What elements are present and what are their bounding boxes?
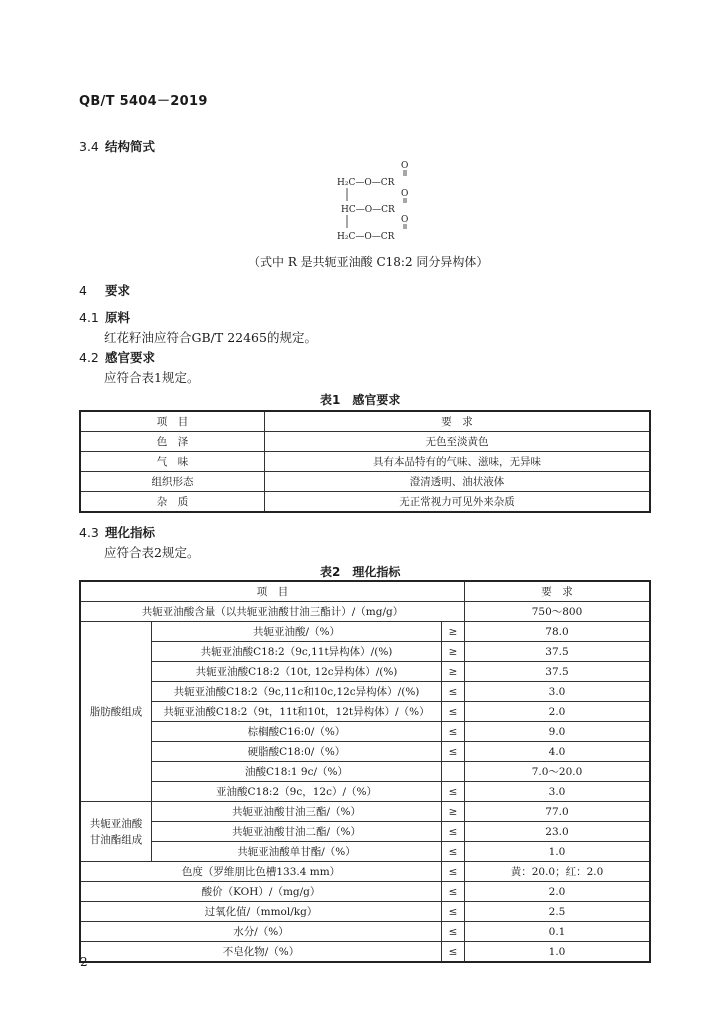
row-item: 亚油酸C18:2（9c，12c）/（%） [152,782,442,802]
table-row [80,492,650,513]
table-row [80,902,650,922]
table1-caption: 表1 感官要求 [320,393,401,407]
header-item: 项 目 [80,411,265,432]
row-item: 油酸C18:1 9c/（%） [152,762,442,782]
row-value: 77.0 [465,802,651,822]
table-row [80,942,650,963]
row-item: 共轭亚油酸含量（以共轭亚油酸甘油三酯计）/（mg/g） [80,602,465,622]
row-value: 4.0 [465,742,651,762]
table-row [80,662,650,682]
table-row [80,452,650,472]
table-row [80,802,650,822]
table-row [80,882,650,902]
table-row [80,842,650,862]
row-value: 2.0 [465,882,651,902]
table-header-row [80,581,650,602]
row-symbol: ≤ [442,842,465,862]
table-row [80,822,650,842]
carbonyl-o-1: O [401,161,409,171]
row-symbol [442,762,465,782]
row-value: 0.1 [465,922,651,942]
row-symbol: ≤ [442,882,465,902]
row-value: 9.0 [465,722,651,742]
section-title: 理化指标 [105,525,156,540]
row-value: 750～800 [465,602,651,622]
table-row [80,642,650,662]
row-symbol: ≥ [442,802,465,822]
physicochemical-table [79,580,651,963]
row-symbol: ≤ [442,862,465,882]
row-value: 1.0 [465,842,651,862]
row-value: 7.0～20.0 [465,762,651,782]
row-symbol: ≤ [442,682,465,702]
row-item: 共轭亚油酸C18:2（9c,11t异构体）/(%) [152,642,442,662]
row-item: 共轭亚油酸C18:2（10t, 12c异构体）/(%) [152,662,442,682]
table-header-row [80,411,650,432]
sensory-requirements-table [79,410,651,513]
formula-diagram [335,158,435,248]
section-4-heading [79,281,130,299]
table-row [80,472,650,492]
header-item: 项 目 [80,581,465,602]
row-item: 不皂化物/（%） [80,942,442,963]
formula-row-2: HC—O—CR [341,205,395,215]
section-4-2-text: 应符合表1规定。 [104,370,200,385]
row-value: 2.5 [465,902,651,922]
row-item: 气 味 [80,452,265,472]
group-label-line1: 共轭亚油酸 [89,817,143,830]
page-number: 2 [80,955,88,969]
row-value: 黄：20.0；红：2.0 [465,862,651,882]
formula-row-3: H₂C—O—CR [337,232,395,242]
group-label-line2: 甘油酯组成 [89,833,143,846]
row-value: 78.0 [465,622,651,642]
section-title: 要求 [105,283,131,298]
row-symbol: ≤ [442,782,465,802]
row-item: 组织形态 [80,472,265,492]
row-item: 共轭亚油酸/（%） [152,622,442,642]
section-4-1-text: 红花籽油应符合GB/T 22465的规定。 [104,330,317,345]
row-item: 过氧化值/（mmol/kg） [80,902,442,922]
table-row [80,862,650,882]
section-4-3-heading [79,523,155,541]
standard-number: QB/T 5404－2019 [79,94,208,109]
row-item: 酸价（KOH）/（mg/g） [80,882,442,902]
row-requirement: 澄清透明、油状液体 [265,472,651,492]
table-row [80,762,650,782]
table2-caption: 表2 理化指标 [320,565,401,579]
section-title: 感官要求 [105,350,156,365]
row-requirement: 无正常视力可见外来杂质 [265,492,651,513]
row-item: 共轭亚油酸C18:2（9t，11t和10t，12t异构体）/（%） [152,702,442,722]
section-number: 4 [79,283,87,298]
formula-row-1: H₂C—O—CR [337,178,395,188]
row-value: 37.5 [465,662,651,682]
section-number: 3.4 [79,139,99,154]
row-value: 3.0 [465,682,651,702]
row-symbol: ≤ [442,902,465,922]
table-row [80,682,650,702]
row-value: 23.0 [465,822,651,842]
row-item: 硬脂酸C18:0/（%） [152,742,442,762]
row-symbol: ≤ [442,822,465,842]
section-4-1-heading [79,308,130,326]
row-symbol: ≤ [442,722,465,742]
row-symbol: ≥ [442,622,465,642]
row-value: 3.0 [465,782,651,802]
row-item: 共轭亚油酸单甘酯/（%） [152,842,442,862]
section-title: 结构简式 [105,139,156,154]
section-4-2-heading [79,348,155,366]
section-number: 4.2 [79,350,99,365]
row-requirement: 无色至淡黄色 [265,432,651,452]
row-symbol: ≤ [442,742,465,762]
table-row [80,722,650,742]
section-number: 4.1 [79,310,99,325]
table-row [80,602,650,622]
table-row [80,622,650,642]
row-symbol: ≤ [442,922,465,942]
section-title: 原料 [105,310,131,325]
row-item: 共轭亚油酸甘油三酯/（%） [152,802,442,822]
table-row [80,702,650,722]
table-row [80,432,650,452]
row-symbol: ≤ [442,942,465,963]
row-item: 共轭亚油酸C18:2（9c,11c和10c,12c异构体）/(%) [152,682,442,702]
section-number: 4.3 [79,525,99,540]
row-item: 杂 质 [80,492,265,513]
table-row [80,782,650,802]
row-value: 2.0 [465,702,651,722]
carbonyl-o-3: O [401,215,409,225]
header-requirement: 要 求 [265,411,651,432]
row-requirement: 具有本品特有的气味、滋味，无异味 [265,452,651,472]
row-item: 共轭亚油酸甘油二酯/（%） [152,822,442,842]
row-item: 棕榈酸C16:0/（%） [152,722,442,742]
row-item: 色度（罗维朋比色槽133.4 mm） [80,862,442,882]
structural-formula [335,158,435,248]
table-row [80,922,650,942]
section-3-4-heading [79,137,155,155]
group-label-glyceride [80,802,152,862]
section-4-3-text: 应符合表2规定。 [104,545,200,560]
table-row [80,742,650,762]
row-symbol: ≥ [442,662,465,682]
row-value: 1.0 [465,942,651,963]
group-label-fatty-acid: 脂肪酸组成 [80,622,152,802]
row-item: 水分/（%） [80,922,442,942]
row-value: 37.5 [465,642,651,662]
formula-caption: （式中 R 是共轭亚油酸 C18:2 同分异构体） [248,255,489,269]
header-requirement: 要 求 [465,581,651,602]
row-symbol: ≥ [442,642,465,662]
carbonyl-o-2: O [401,189,409,199]
row-symbol: ≤ [442,702,465,722]
row-item: 色 泽 [80,432,265,452]
